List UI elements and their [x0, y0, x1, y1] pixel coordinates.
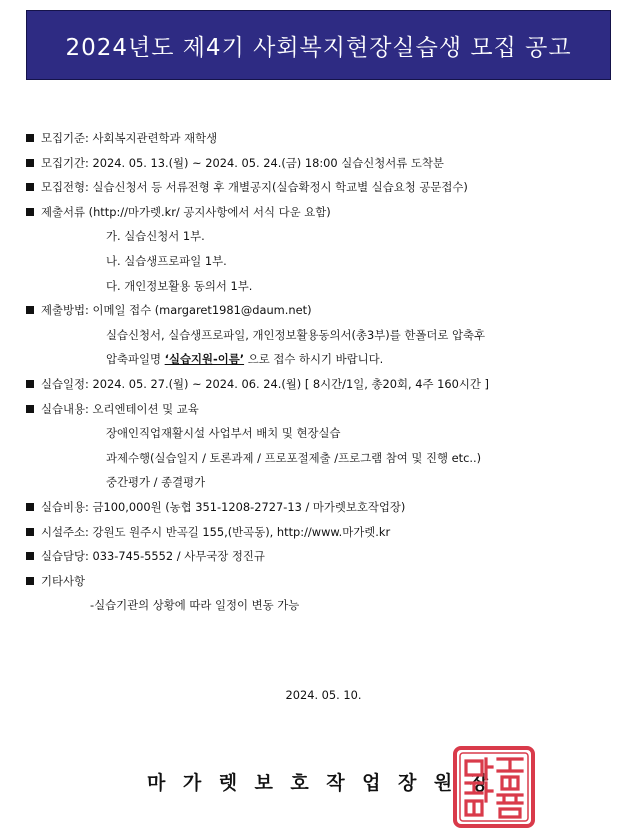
item-value: 이메일 접수 (margaret1981@daum.net): [92, 303, 312, 318]
document-item: 나. 실습생프로파일 1부.: [106, 253, 227, 268]
document-item: 다. 개인정보활용 동의서 1부.: [106, 278, 253, 293]
item-required-documents: [26, 200, 616, 225]
submission-detail: 실습신청서, 실습생프로파일, 개인정보활용동의서(총3부)를 한폴더로 압축후: [106, 327, 485, 342]
colon: :: [85, 401, 93, 416]
item-label: 모집기준: [41, 131, 86, 145]
colon: :: [85, 376, 93, 391]
item-label: 시설주소: [41, 524, 86, 539]
item-training-content: [26, 397, 616, 422]
item-value: (http://마가렛.kr/ 공지사항에서 서식 다운 요함): [88, 204, 331, 219]
item-training-fee: [26, 495, 616, 520]
square-bullet-icon: [26, 528, 34, 536]
item-label: 제출서류: [41, 204, 86, 219]
square-bullet-icon: [26, 306, 34, 314]
square-bullet-icon: [26, 380, 34, 388]
item-label: 실습비용: [41, 499, 86, 514]
content-item: 과제수행(실습일지 / 토론과제 / 프로포절제출 /프로그램 참여 및 진행 etc..): [106, 450, 482, 465]
notice-body: [26, 126, 616, 618]
square-bullet-icon: [26, 503, 34, 511]
item-value: 사회복지관련학과 재학생: [92, 131, 218, 145]
item-label: 모집전형: [41, 180, 86, 195]
title-banner: [26, 10, 611, 80]
content-item: 중간평가 / 종결평가: [106, 475, 206, 490]
item-label: 기타사항: [41, 573, 86, 588]
colon: :: [85, 180, 93, 195]
colon: :: [85, 499, 93, 514]
item-label: 실습일정: [41, 376, 86, 391]
item-label: 실습내용: [41, 401, 86, 416]
page-title: 2024년도 제4기 사회복지현장실습생 모집 공고: [65, 34, 572, 61]
filename-prefix: 압축파일명: [106, 352, 162, 367]
filename-emphasis: ‘실습지원-이름’: [164, 352, 245, 367]
square-bullet-icon: [26, 159, 34, 167]
item-selection-process: [26, 175, 616, 200]
square-bullet-icon: [26, 405, 34, 413]
notice-date: 2024. 05. 10.: [285, 688, 362, 702]
item-training-contact: [26, 544, 616, 569]
colon: :: [85, 549, 93, 564]
item-value: 2024. 05. 27.(월) ~ 2024. 06. 24.(월) [ 8시간/1일, 총20회, 4주 160시간 ]: [92, 376, 489, 391]
colon: :: [85, 303, 93, 318]
colon: :: [85, 155, 93, 170]
item-recruitment-period: [26, 151, 616, 176]
content-item: 장애인직업재활시설 사업부서 배치 및 현장실습: [106, 426, 341, 441]
submission-filename: [26, 347, 616, 372]
square-bullet-icon: [26, 183, 34, 191]
square-bullet-icon: [26, 208, 34, 216]
colon: :: [85, 131, 93, 145]
item-submission-method: [26, 298, 616, 323]
item-recruitment-criteria: [26, 126, 616, 151]
colon: :: [85, 524, 93, 539]
item-value: 오리엔테이션 및 교육: [92, 401, 199, 416]
item-facility-address: [26, 520, 616, 545]
square-bullet-icon: [26, 577, 34, 585]
item-training-schedule: [26, 372, 616, 397]
item-value: 실습신청서 등 서류전형 후 개별공지(실습확정시 학교별 실습요청 공문접수): [92, 180, 468, 195]
item-value: 강원도 원주시 반곡길 155,(반곡동), http://www.마가렛.kr: [92, 524, 391, 539]
item-label: 제출방법: [41, 303, 86, 318]
organization-name: 마가렛보호작업장원장: [147, 772, 506, 794]
item-other-notes: [26, 569, 616, 594]
square-bullet-icon: [26, 134, 34, 142]
item-value: 033-745-5552 / 사무국장 정진규: [92, 549, 265, 564]
item-label: 모집기간: [41, 155, 86, 170]
filename-suffix: 으로 접수 하시기 바랍니다.: [247, 352, 384, 367]
official-seal-icon: [452, 745, 536, 829]
note-item: -실습기관의 상황에 따라 일정이 변동 가능: [90, 598, 300, 613]
item-value: 2024. 05. 13.(월) ~ 2024. 05. 24.(금) 18:00 실습신청서류 도착분: [92, 155, 444, 170]
item-label: 실습담당: [41, 549, 86, 564]
document-item: 가. 실습신청서 1부.: [106, 229, 205, 244]
item-value: 금100,000원 (농협 351-1208-2727-13 / 마가렛보호작업장): [92, 499, 406, 514]
square-bullet-icon: [26, 552, 34, 560]
